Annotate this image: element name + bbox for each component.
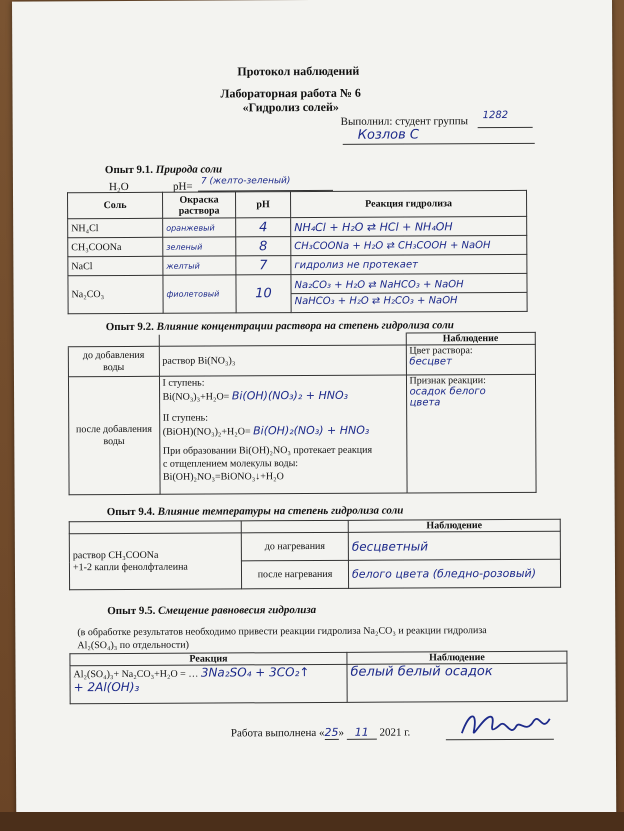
equilibrium-table bbox=[69, 651, 567, 705]
sign-value: осадок белого цвета bbox=[409, 386, 486, 409]
exp4-heading: Опыт 9.5. Смещение равновесия гидролиза bbox=[107, 603, 317, 618]
col-reaction: Реакция гидролиза bbox=[291, 190, 527, 217]
salt-cell: CH₃COONa bbox=[68, 237, 163, 256]
exp1-heading: Опыт 9.1. Природа соли bbox=[104, 163, 223, 177]
worksheet-page bbox=[12, 0, 616, 820]
salt-cell: Na₂CO₃ bbox=[68, 275, 163, 313]
reaction-cell-pair bbox=[291, 273, 527, 312]
col-color: Окраска раствора bbox=[163, 192, 236, 218]
solution-cell: раствор CH₃COONa +1-2 капли фенолфталеина bbox=[69, 533, 241, 590]
water-label: H₂O bbox=[108, 180, 129, 194]
water-ph-value: 7 (желто-зеленый) bbox=[200, 176, 291, 187]
color-label: Цвет раствора: bbox=[409, 345, 473, 357]
footer-month: 11 bbox=[347, 726, 377, 740]
col-ph: pH bbox=[236, 192, 291, 218]
exp3-heading: Опыт 9.4. Влияние температуры на степень гидролиза соли bbox=[106, 504, 404, 519]
table-edge bbox=[0, 812, 624, 831]
col-reaction: Реакция bbox=[70, 652, 347, 665]
done-by-label: Выполнил: студент группы bbox=[340, 115, 469, 128]
exp2-heading: Опыт 9.2. Влияние концентрации раствора на степень гидролиза соли bbox=[105, 319, 454, 334]
ph-cell: 10 bbox=[236, 275, 291, 313]
salt-cell: NH₄Cl bbox=[68, 218, 163, 237]
temperature-table bbox=[69, 519, 561, 591]
after-heating: после нагревания bbox=[241, 560, 348, 589]
group-number: 1282 bbox=[482, 109, 509, 122]
exp4-note1: (в обработке результатов необходимо привести реакции гидролиза Na₂CO₃ и реакции гидролиза bbox=[77, 625, 487, 639]
equation-obs: белый белый осадок bbox=[347, 663, 567, 702]
page-title: Протокол наблюдений bbox=[237, 63, 360, 79]
footer-line: Работа выполнена «25» 11 2021 г. bbox=[230, 725, 411, 740]
solution-label: раствор Bi(NO₃)₃ bbox=[159, 345, 406, 376]
equation-hw2: + 2Al(OH)₃ bbox=[73, 679, 140, 695]
note1: При образовании Bi(OH)₂NO₃ протекает реакция bbox=[162, 444, 373, 457]
color-value: бесцвет bbox=[409, 356, 452, 368]
equation-printed: Al₂(SO₄)₃+ Na₂CO₃+H₂O = … bbox=[73, 668, 199, 681]
ph-cell: 7 bbox=[236, 256, 291, 275]
concentration-table bbox=[68, 332, 537, 495]
equation-cell bbox=[70, 664, 347, 703]
before-value: бесцветный bbox=[348, 531, 560, 560]
obs-header: Наблюдение bbox=[406, 332, 536, 345]
equation-hw1: 3Na₂SO₄ + 3CO₂↑ bbox=[200, 665, 310, 680]
footer-day: 25 bbox=[324, 725, 339, 739]
sign-cell bbox=[406, 374, 536, 493]
color-obs-cell bbox=[406, 344, 536, 375]
ph-cell: 8 bbox=[236, 237, 291, 256]
reaction-cell: CH₃COONa + H₂O ⇄ CH₃COOH + NaOH bbox=[291, 235, 527, 255]
ph-label: pH= bbox=[172, 180, 193, 193]
color-cell: зеленый bbox=[163, 237, 236, 256]
after-value: белого цвета (бледно-розовый) bbox=[348, 559, 560, 588]
sign-label: Признак реакции: bbox=[409, 375, 486, 387]
note2: с отщеплением молекулы воды: bbox=[162, 458, 299, 470]
step2-label: II ступень: bbox=[162, 412, 209, 424]
signature-image bbox=[456, 707, 556, 744]
salt-cell: NaCl bbox=[68, 256, 163, 275]
salt-table bbox=[67, 190, 528, 314]
reaction-cell: гидролиз не протекает bbox=[291, 254, 527, 274]
steps-cell bbox=[159, 375, 407, 494]
reaction-line-1: Na₂CO₃ + H₂O ⇄ NaHCO₃ + NaOH bbox=[291, 277, 526, 294]
reaction-cell: NH₄Cl + H₂O ⇄ HCl + NH₄OH bbox=[291, 216, 527, 236]
color-cell: фиолетовый bbox=[163, 275, 236, 313]
note3: Bi(OH)₂NO₃=BiONO₃↓+H₂O bbox=[162, 471, 284, 483]
ph-cell: 4 bbox=[236, 218, 291, 237]
lab-title: Лабораторная работа № 6 bbox=[220, 85, 361, 101]
obs-header: Наблюдение bbox=[348, 519, 560, 532]
color-cell: оранжевый bbox=[163, 218, 236, 237]
col-obs: Наблюдение bbox=[347, 651, 567, 664]
color-cell: желтый bbox=[163, 256, 236, 275]
exp4-note2: Al₂(SO₄)₃ по отдельности) bbox=[77, 639, 189, 652]
lab-topic: «Гидролиз солей» bbox=[242, 99, 339, 115]
col-salt: Соль bbox=[68, 192, 163, 218]
student-name: Козлов С bbox=[357, 127, 419, 143]
step1-label: I ступень: bbox=[162, 377, 205, 389]
step2-line: (BiOH)(NO₃)₂+H₂O= Bi(OH)₂(NO₃) + HNO₃ bbox=[162, 423, 370, 438]
before-label: до добавления воды bbox=[68, 346, 159, 376]
reaction-line-2: NaHCO₃ + H₂O ⇄ H₂CO₃ + NaOH bbox=[294, 295, 458, 308]
before-heating: до нагревания bbox=[241, 532, 348, 561]
after-label: после добавления воды bbox=[68, 376, 159, 494]
step1-line: Bi(NO₃)₃+H₂O= Bi(OH)(NO₃)₂ + HNO₃ bbox=[162, 388, 349, 403]
